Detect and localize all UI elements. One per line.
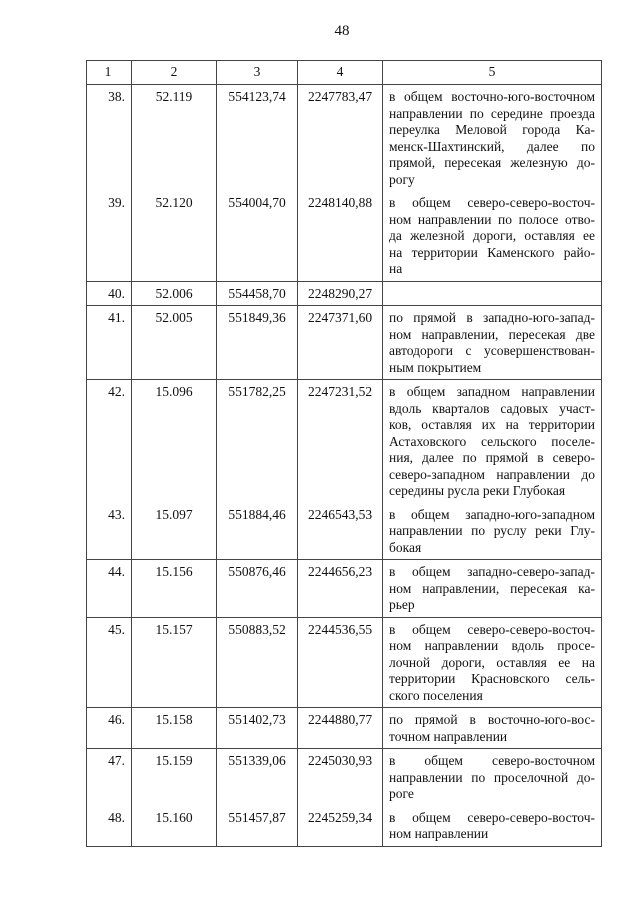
row-number: 41. bbox=[87, 306, 132, 380]
description-line: середины русла реки Глубокая bbox=[389, 483, 566, 498]
coord-x: 551457,87 bbox=[217, 806, 298, 847]
description-line: направлении по середине проезда bbox=[389, 105, 595, 121]
point-id: 52.119 bbox=[132, 85, 217, 192]
description-line: ния, далее по прямой в северо- bbox=[389, 450, 595, 465]
description-line: в общем восточно-юго-восточном bbox=[389, 89, 595, 104]
table-row bbox=[87, 281, 602, 306]
description-line: в общем северо-северо-восточ- bbox=[389, 621, 595, 637]
description-line: ном направлении по полосе отво- bbox=[389, 211, 595, 227]
description-line: ным покрытием bbox=[389, 359, 482, 375]
row-number: 39. bbox=[87, 191, 132, 281]
description-line: на bbox=[389, 261, 403, 276]
header-col-1: 1 bbox=[87, 61, 132, 85]
description-line: в общем западно-юго-западном bbox=[389, 506, 595, 522]
description-line: по прямой в восточно-юго-вос- bbox=[389, 712, 595, 727]
description-line: на территории Каменского райо- bbox=[389, 244, 595, 260]
coord-x: 554004,70 bbox=[217, 191, 298, 281]
table-row bbox=[87, 503, 602, 560]
description-line: в общем северо-северо-восточ- bbox=[389, 195, 595, 210]
boundary-description bbox=[383, 191, 602, 281]
description-line: ном направлении, пересекая две bbox=[389, 326, 595, 342]
coord-y: 2245259,34 bbox=[298, 806, 383, 847]
point-id: 15.096 bbox=[132, 380, 217, 503]
boundary-description bbox=[383, 306, 602, 380]
header-col-4: 4 bbox=[298, 61, 383, 85]
description-line: автодороги с усовершенствован- bbox=[389, 343, 595, 358]
point-id: 15.160 bbox=[132, 806, 217, 847]
row-number: 48. bbox=[87, 806, 132, 847]
header-col-5: 5 bbox=[383, 61, 602, 85]
description-line: направлении по руслу реки Глу- bbox=[389, 523, 595, 538]
description-line: ном направлении bbox=[389, 826, 489, 841]
coord-x: 551339,06 bbox=[217, 749, 298, 806]
boundary-description bbox=[383, 503, 602, 560]
row-number: 45. bbox=[87, 617, 132, 708]
description-line: ков, оставляя их на территории bbox=[389, 417, 595, 432]
coord-y: 2247783,47 bbox=[298, 85, 383, 192]
coord-x: 554123,74 bbox=[217, 85, 298, 192]
description-line: прямой, пересекая железную до- bbox=[389, 155, 595, 170]
description-line: ном направлении вдоль просе- bbox=[389, 638, 595, 653]
coord-y: 2247231,52 bbox=[298, 380, 383, 503]
description-line: рогу bbox=[389, 171, 415, 187]
description-line: направлении по проселочной до- bbox=[389, 769, 595, 785]
description-line: по прямой в западно-юго-запад- bbox=[389, 310, 595, 325]
coord-x: 550883,52 bbox=[217, 617, 298, 708]
description-line: точном направлении bbox=[389, 728, 508, 744]
point-id: 15.097 bbox=[132, 503, 217, 560]
row-number: 47. bbox=[87, 749, 132, 806]
coord-x: 554458,70 bbox=[217, 281, 298, 306]
point-id: 15.156 bbox=[132, 560, 217, 618]
table-row bbox=[87, 749, 602, 806]
coord-x: 550876,46 bbox=[217, 560, 298, 618]
description-line: в общем западно-северо-запад- bbox=[389, 564, 595, 579]
row-number: 46. bbox=[87, 708, 132, 749]
table-header-row bbox=[87, 61, 602, 85]
description-line: роге bbox=[389, 786, 414, 801]
description-line: в общем северо-восточном bbox=[389, 753, 595, 768]
description-line: вдоль кварталов садовых участ- bbox=[389, 400, 595, 416]
row-number: 44. bbox=[87, 560, 132, 618]
coord-y: 2244880,77 bbox=[298, 708, 383, 749]
description-line: территории Красновского сель- bbox=[389, 671, 595, 686]
description-line: ского поселения bbox=[389, 687, 483, 703]
point-id: 52.005 bbox=[132, 306, 217, 380]
description-line: рьер bbox=[389, 597, 415, 612]
coord-y: 2244656,23 bbox=[298, 560, 383, 618]
coord-x: 551402,73 bbox=[217, 708, 298, 749]
table-row bbox=[87, 306, 602, 380]
description-line: менск-Шахтинский, далее по bbox=[389, 138, 595, 154]
boundary-description bbox=[383, 85, 602, 192]
header-col-2: 2 bbox=[132, 61, 217, 85]
boundary-description bbox=[383, 560, 602, 618]
description-line: Астаховского сельского поселе- bbox=[389, 433, 595, 449]
coord-y: 2244536,55 bbox=[298, 617, 383, 708]
page-number: 48 bbox=[334, 23, 350, 39]
coord-y: 2245030,93 bbox=[298, 749, 383, 806]
coord-y: 2248140,88 bbox=[298, 191, 383, 281]
description-line: в общем западном направлении bbox=[389, 384, 595, 399]
description-line: да железной дороги, оставляя ее bbox=[389, 228, 595, 243]
point-id: 52.120 bbox=[132, 191, 217, 281]
boundary-description bbox=[383, 806, 602, 847]
table-row bbox=[87, 380, 602, 503]
boundary-description bbox=[383, 281, 602, 306]
row-number: 42. bbox=[87, 380, 132, 503]
row-number: 40. bbox=[87, 281, 132, 306]
point-id: 52.006 bbox=[132, 281, 217, 306]
description-line: в общем северо-северо-восточ- bbox=[389, 809, 595, 825]
boundary-description bbox=[383, 749, 602, 806]
table-row bbox=[87, 806, 602, 847]
boundary-description bbox=[383, 708, 602, 749]
row-number: 38. bbox=[87, 85, 132, 192]
coord-x: 551782,25 bbox=[217, 380, 298, 503]
description-line: лочной дороги, оставляя ее на bbox=[389, 654, 595, 670]
point-id: 15.159 bbox=[132, 749, 217, 806]
table-row bbox=[87, 708, 602, 749]
description-line: северо-западном направлении до bbox=[389, 466, 595, 482]
boundary-description bbox=[383, 617, 602, 708]
point-id: 15.157 bbox=[132, 617, 217, 708]
coord-y: 2247371,60 bbox=[298, 306, 383, 380]
table-row bbox=[87, 617, 602, 708]
description-line: бокая bbox=[389, 539, 422, 555]
boundary-description bbox=[383, 380, 602, 503]
row-number: 43. bbox=[87, 503, 132, 560]
description-line: переулка Меловой города Ка- bbox=[389, 122, 595, 137]
table-row bbox=[87, 560, 602, 618]
boundary-points-table bbox=[86, 60, 602, 847]
coord-y: 2248290,27 bbox=[298, 281, 383, 306]
coord-x: 551884,46 bbox=[217, 503, 298, 560]
header-col-3: 3 bbox=[217, 61, 298, 85]
table-row bbox=[87, 85, 602, 192]
point-id: 15.158 bbox=[132, 708, 217, 749]
coord-y: 2246543,53 bbox=[298, 503, 383, 560]
coord-x: 551849,36 bbox=[217, 306, 298, 380]
table-row bbox=[87, 191, 602, 281]
description-line: ном направлении, пересекая ка- bbox=[389, 580, 595, 596]
